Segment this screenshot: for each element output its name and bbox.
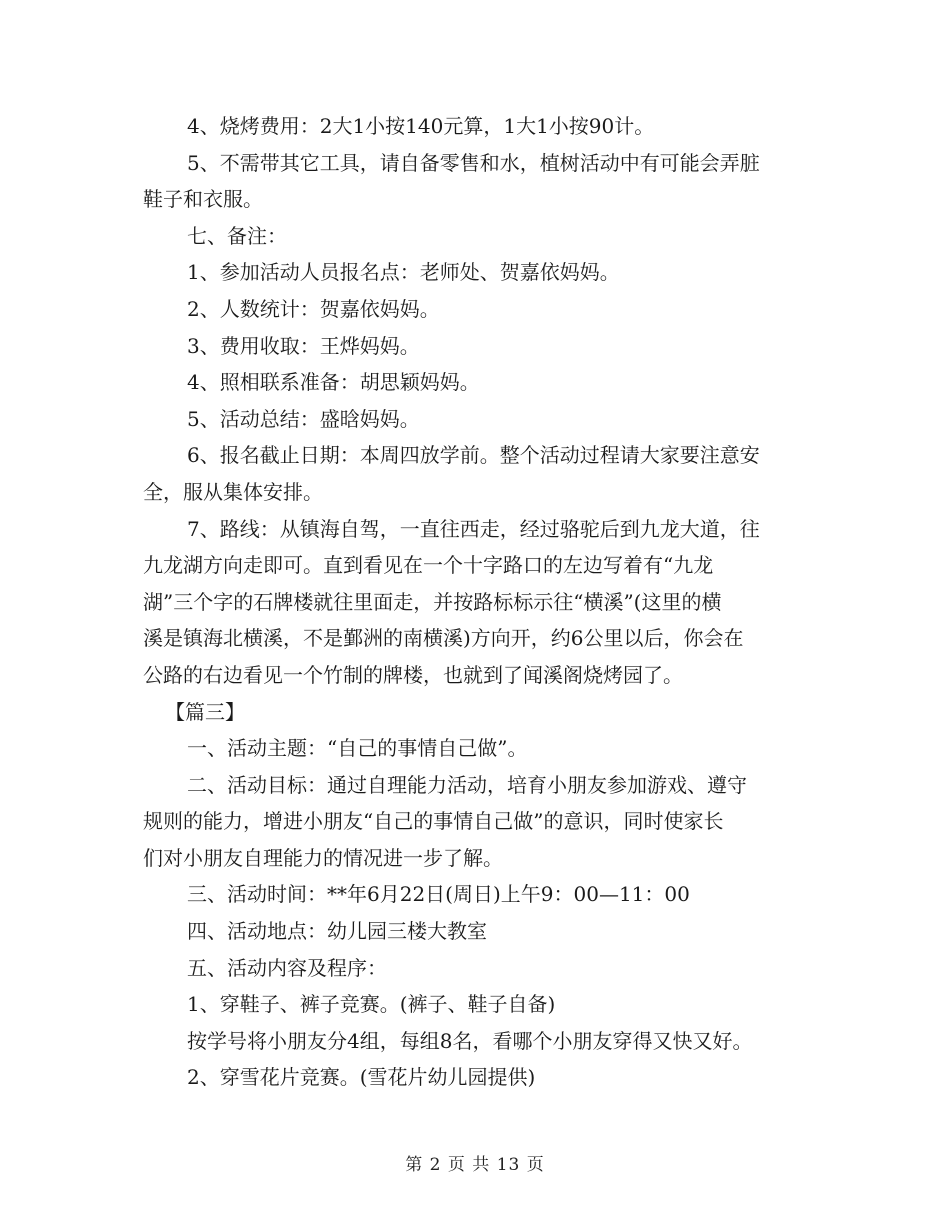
text-line: 2、人数统计：贺嘉依妈妈。: [187, 296, 440, 321]
text-line: 全，服从集体安排。: [143, 479, 323, 504]
text-line: 九龙湖方向走即可。直到看见在一个十字路口的左边写着有“九龙: [143, 553, 714, 578]
text-line: 按学号将小朋友分4组，每组8名，看哪个小朋友穿得又快又好。: [187, 1028, 753, 1053]
text-line: 公路的右边看见一个竹制的牌楼，也就到了闻溪阁烧烤园了。: [143, 662, 683, 687]
text-line: 们对小朋友自理能力的情况进一步了解。: [143, 845, 503, 870]
part-heading: 【篇三】: [165, 699, 245, 724]
text-line: 5、活动总结：盛晗妈妈。: [187, 406, 420, 431]
text-line: 1、穿鞋子、裤子竞赛。(裤子、鞋子自备): [187, 992, 556, 1017]
text-line: 4、照相联系准备：胡思颖妈妈。: [187, 370, 480, 395]
text-line: 4、烧烤费用：2大1小按140元算，1大1小按90计。: [187, 114, 655, 138]
section-heading: 七、备注：: [187, 223, 287, 248]
text-line: 2、穿雪花片竞赛。(雪花片幼儿园提供): [187, 1065, 536, 1090]
text-line: 5、不需带其它工具，请自备零售和水，植树活动中有可能会弄脏: [187, 150, 760, 175]
text-line: 鞋子和衣服。: [143, 187, 263, 212]
text-line: 7、路线：从镇海自驾，一直往西走，经过骆驼后到九龙大道，往: [187, 516, 760, 541]
text-line: 湖”三个字的石牌楼就往里面走，并按路标标示往“横溪”(这里的横: [143, 589, 722, 614]
text-line: 三、活动时间：**年6月22日(周日)上午9：00—11：00: [187, 882, 690, 907]
text-line: 6、报名截止日期：本周四放学前。整个活动过程请大家要注意安: [187, 443, 760, 468]
text-line: 五、活动内容及程序：: [187, 955, 387, 980]
text-line: 1、参加活动人员报名点：老师处、贺嘉依妈妈。: [187, 260, 620, 285]
text-line: 3、费用收取：王烨妈妈。: [187, 333, 420, 358]
text-line: 二、活动目标：通过自理能力活动，培育小朋友参加游戏、遵守: [187, 772, 747, 797]
text-line: 规则的能力，增进小朋友“自己的事情自己做”的意识，同时使家长: [143, 809, 724, 834]
text-line: 溪是镇海北横溪，不是鄞洲的南横溪)方向开，约6公里以后，你会在: [143, 626, 744, 651]
text-line: 四、活动地点：幼儿园三楼大教室: [187, 919, 487, 944]
text-line: 一、活动主题：“自己的事情自己做”。: [187, 736, 528, 761]
document-body: [143, 108, 813, 1096]
page-number-footer: 第 2 页 共 13 页: [405, 1155, 545, 1175]
